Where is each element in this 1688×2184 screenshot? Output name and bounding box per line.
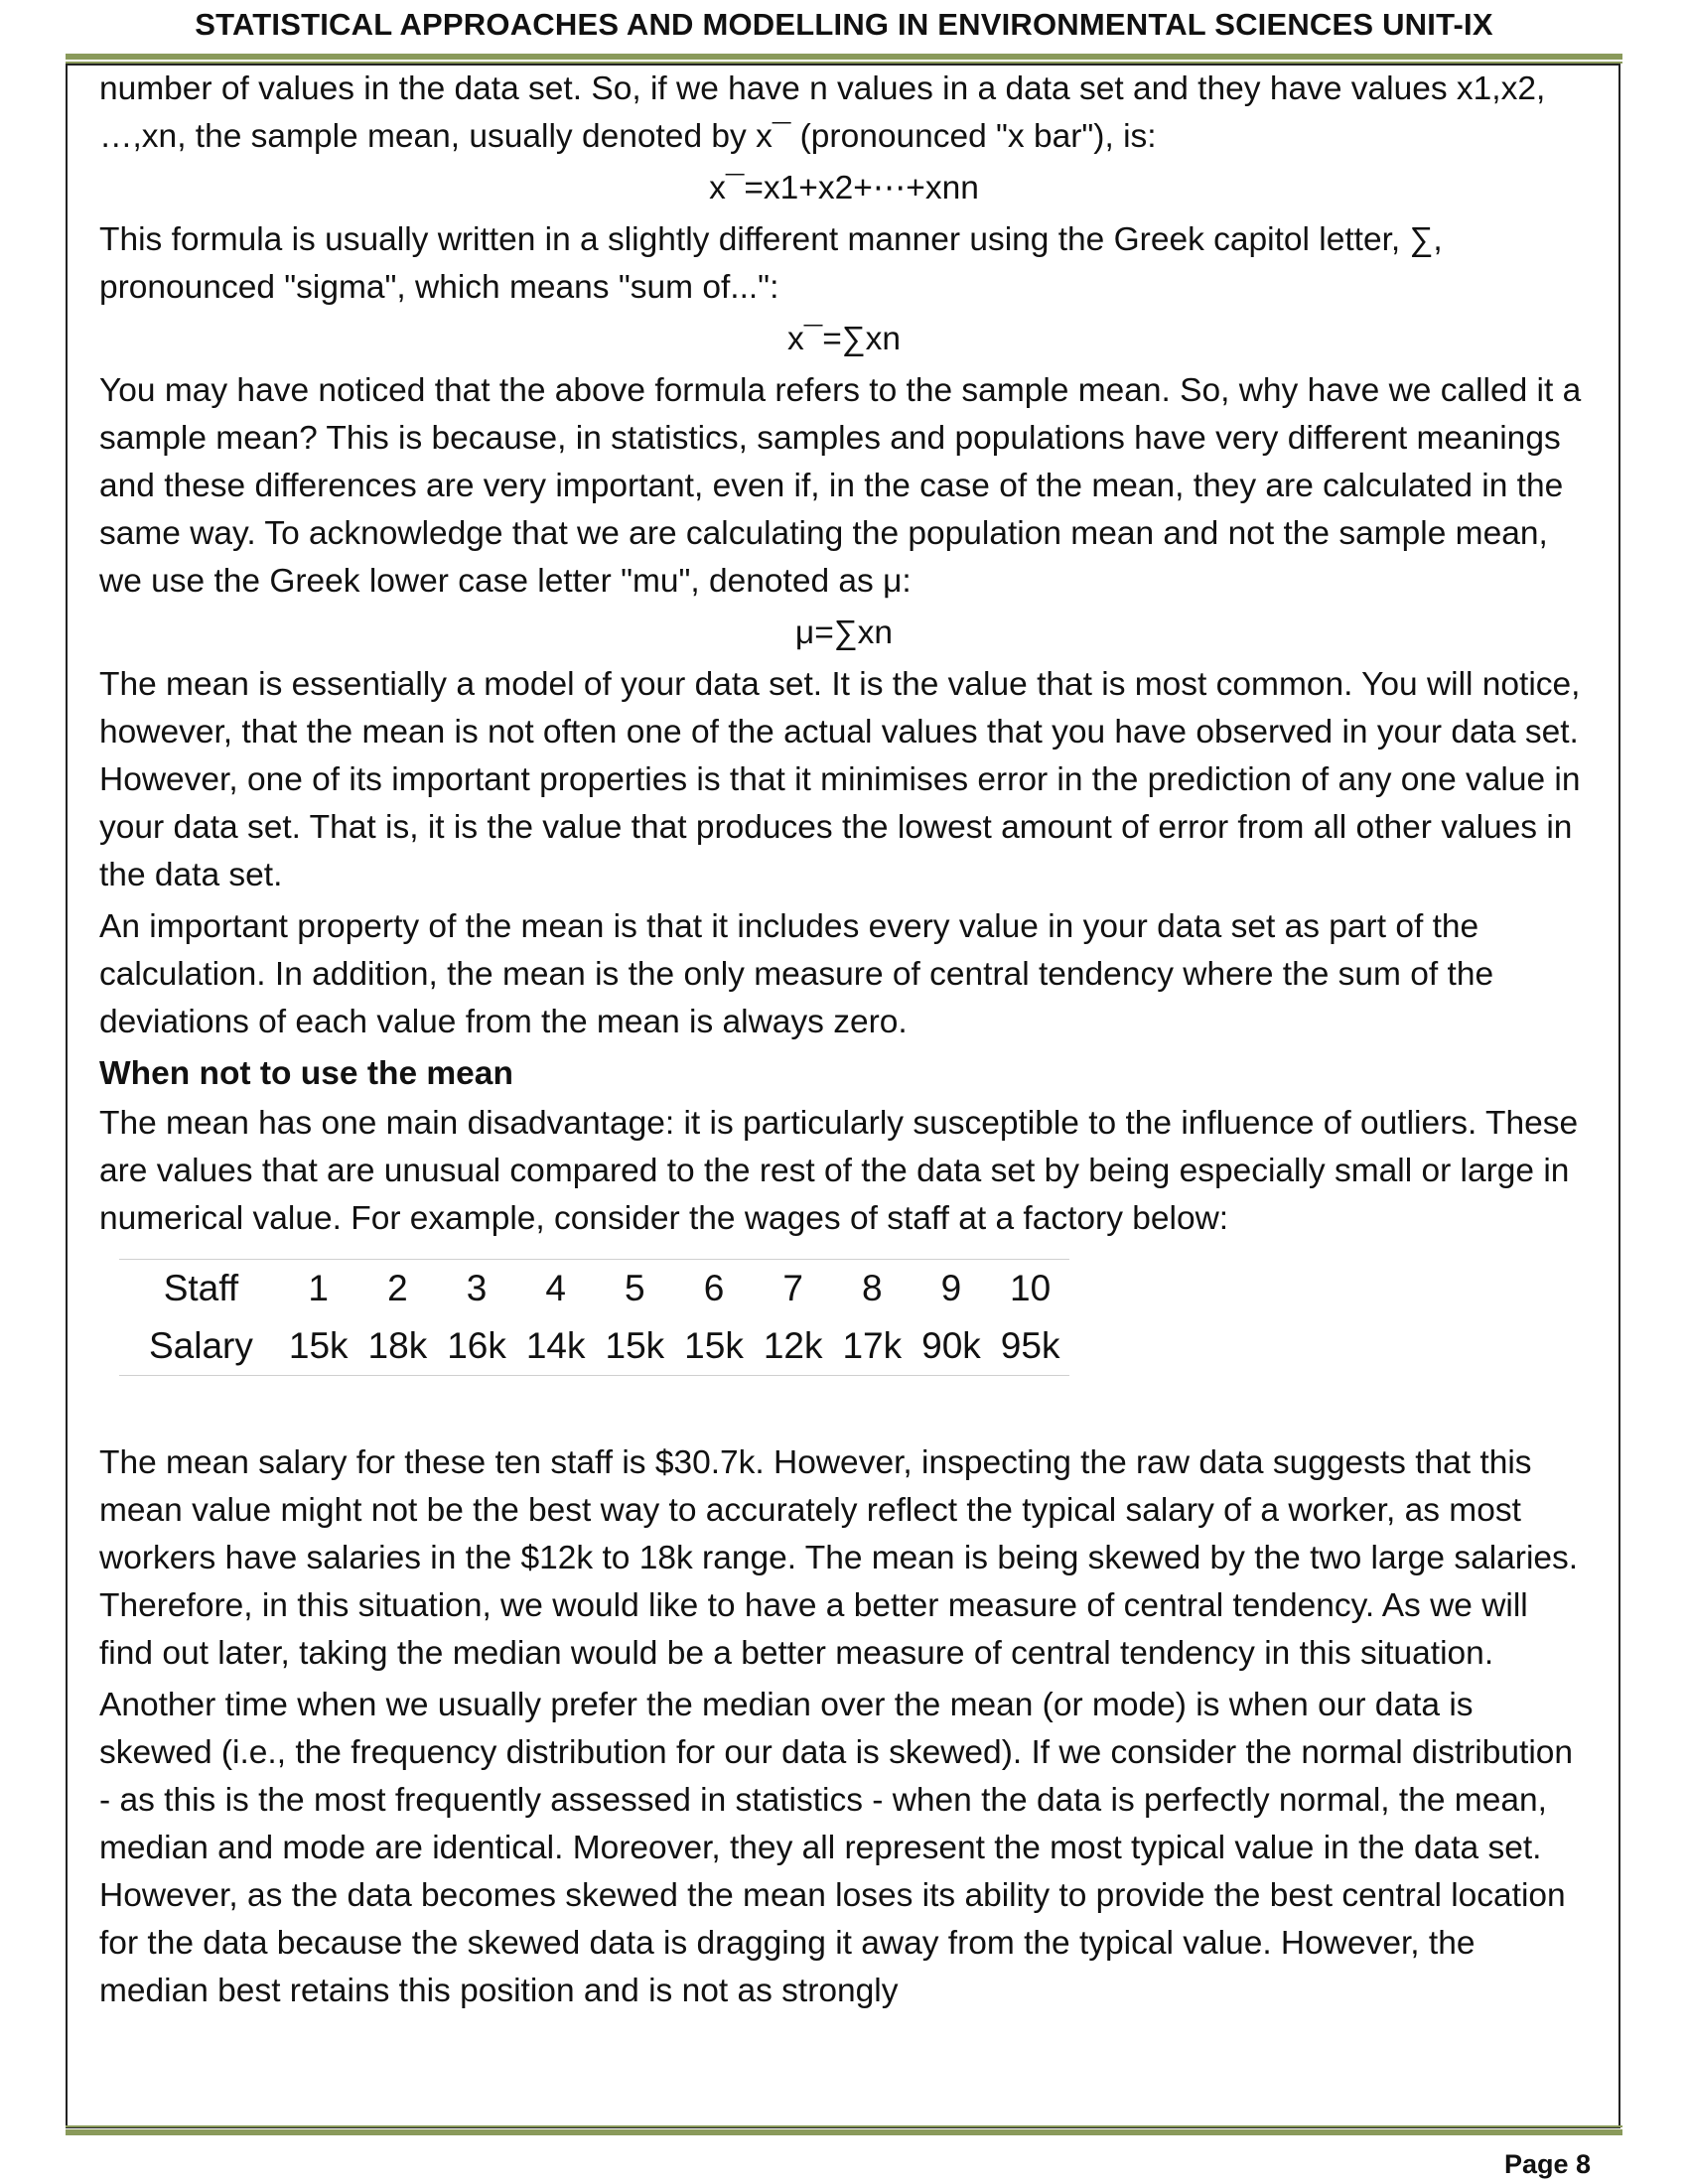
- table-spacer: [99, 1376, 1589, 1439]
- table-cell: 15k: [288, 1325, 349, 1366]
- paragraph-population-mean: You may have noticed that the above formula refers to the sample mean. So, why have we called it a sample mean? This is because, in statistics, samples and populations have very different meanings and these differences are very important, even if, in the case of the mean, they are calculated in the same way. To acknowledge that we are calculating the population mean and not the sample mean, we use the Greek lower case letter "mu", denoted as μ:: [99, 372, 1582, 600]
- footer-rule: [66, 2125, 1622, 2135]
- table-cell: 95k: [1000, 1325, 1060, 1366]
- table-cell: 90k: [921, 1325, 981, 1366]
- formula-population-mean: μ=∑xn: [794, 614, 894, 651]
- table-cell: 10: [1010, 1268, 1052, 1308]
- table-row-staff: [119, 1260, 1069, 1318]
- table-cell: 15k: [605, 1325, 665, 1366]
- paragraph-mean-property: An important property of the mean is that it includes every value in your data set as part of the calculation. In addition, the mean is the only measure of central tendency where the sum of the deviations of each value from the mean is always zero.: [99, 908, 1494, 1040]
- table-cell: 2: [387, 1268, 408, 1308]
- formula-sample-mean: x¯=x1+x2+⋯+xnn: [709, 170, 979, 206]
- formula-sigma-mean: x¯=∑xn: [786, 321, 902, 357]
- table-cell: 6: [703, 1268, 725, 1308]
- paragraph-outliers: The mean has one main disadvantage: it is particularly susceptible to the influence of outliers. These are values that are unusual compared to the rest of the data set by being especially small or large in numerical value. For example, consider the wages of staff at a factory below:: [99, 1105, 1579, 1237]
- table-cell: 15k: [684, 1325, 744, 1366]
- table-cell: 17k: [842, 1325, 903, 1366]
- paragraph-skewed-data: Another time when we usually prefer the median over the mean (or mode) is when our data is skewed (i.e., the frequency distribution for our data is skewed). If we consider the normal distribution - as this is the most frequently assessed in statistics - when the data is perfectly normal, the mean, median and mode are identical. Moreover, they all represent the most typical value in the data set. However, as the data becomes skewed the mean loses its ability to provide the best central location for the data because the skewed data is dragging it away from the typical value. However, the median best retains this position and is not as strongly: [99, 1687, 1574, 2009]
- header-rule: [66, 54, 1622, 64]
- salary-table: [119, 1259, 1069, 1376]
- page-number: Page 8: [1503, 2149, 1591, 2179]
- table-cell: 8: [862, 1268, 883, 1308]
- table-cell: 12k: [763, 1325, 823, 1366]
- table-row-header: Salary: [149, 1325, 253, 1366]
- table-row-header: Staff: [163, 1268, 239, 1308]
- table-row-salary: [119, 1317, 1069, 1376]
- paragraph-sample-mean-intro: number of values in the data set. So, if we have n values in a data set and they have values x1,x2, …,xn, the sample mean, usually denoted by x¯ (pronounced "x bar"), is:: [99, 70, 1546, 155]
- table-cell: 3: [466, 1268, 488, 1308]
- table-cell: 7: [782, 1268, 803, 1308]
- page-header-title: STATISTICAL APPROACHES AND MODELLING IN ENVIRONMENTAL SCIENCES UNIT-IX: [195, 7, 1493, 42]
- table-cell: 1: [308, 1268, 329, 1308]
- table-cell: 5: [625, 1268, 645, 1308]
- table-cell: 9: [940, 1268, 962, 1308]
- footer-rule-thin: [66, 2125, 1622, 2127]
- footer-rule-thick: [66, 2129, 1622, 2135]
- paragraph-mean-salary: The mean salary for these ten staff is $30.7k. However, inspecting the raw data suggests that this mean value might not be the best way to accurately reflect the typical salary of a worker, as most workers have salaries in the $12k to 18k range. The mean is being skewed by the two large salaries. Therefore, in this situation, we would like to have a better measure of central tendency. As we will find out later, taking the median would be a better measure of central tendency in this situation.: [99, 1444, 1579, 1672]
- table-cell: 18k: [367, 1325, 428, 1366]
- table-cell: 14k: [525, 1325, 586, 1366]
- section-heading-when-not-to-use-mean: When not to use the mean: [99, 1055, 513, 1092]
- table-cell: 16k: [447, 1325, 506, 1366]
- table-cell: 4: [545, 1268, 566, 1308]
- header-rule-thick: [66, 54, 1622, 60]
- paragraph-sigma-notation: This formula is usually written in a slightly different manner using the Greek capitol letter, ∑, pronounced "sigma", which means "sum of...":: [99, 221, 1443, 306]
- paragraph-mean-model: The mean is essentially a model of your data set. It is the value that is most common. You will notice, however, that the mean is not often one of the actual values that you have observed in your data set. However, one of its important properties is that it minimises error in the prediction of any one value in your data set. That is, it is the value that produces the lowest amount of error from all other values in the data set.: [99, 666, 1581, 893]
- page-content: [99, 66, 1589, 2019]
